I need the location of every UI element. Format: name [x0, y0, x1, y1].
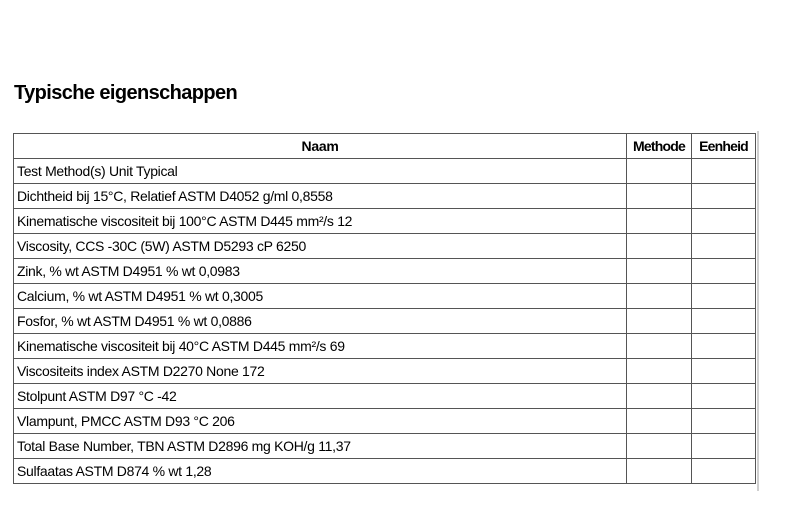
row-unit-cell [692, 359, 756, 384]
table-right-shadow [757, 131, 759, 491]
row-unit-cell [692, 334, 756, 359]
row-method-cell [627, 459, 692, 484]
row-unit-cell [692, 409, 756, 434]
row-name-cell: Kinematische viscositeit bij 40°C ASTM D445 mm²/s 69 [14, 334, 627, 359]
table-row [14, 209, 756, 234]
row-method-cell [627, 184, 692, 209]
table-row [14, 334, 756, 359]
row-method-cell [627, 209, 692, 234]
row-name-cell: Calcium, % wt ASTM D4951 % wt 0,3005 [14, 284, 627, 309]
row-method-cell [627, 359, 692, 384]
table-row [14, 459, 756, 484]
row-name-cell: Vlampunt, PMCC ASTM D93 °C 206 [14, 409, 627, 434]
row-name-cell: Sulfaatas ASTM D874 % wt 1,28 [14, 459, 627, 484]
row-method-cell [627, 409, 692, 434]
row-method-cell [627, 309, 692, 334]
row-unit-cell [692, 209, 756, 234]
table-row [14, 159, 756, 184]
table-row [14, 309, 756, 334]
table-row [14, 384, 756, 409]
row-unit-cell [692, 384, 756, 409]
row-name-cell: Kinematische viscositeit bij 100°C ASTM D445 mm²/s 12 [14, 209, 627, 234]
row-name-cell: Total Base Number, TBN ASTM D2896 mg KOH/g 11,37 [14, 434, 627, 459]
row-unit-cell [692, 184, 756, 209]
row-name-cell: Fosfor, % wt ASTM D4951 % wt 0,0886 [14, 309, 627, 334]
row-unit-cell [692, 434, 756, 459]
properties-table [13, 133, 756, 484]
column-header-method: Methode [627, 134, 692, 159]
row-unit-cell [692, 284, 756, 309]
table-row [14, 359, 756, 384]
table-row [14, 259, 756, 284]
row-name-cell: Dichtheid bij 15°C, Relatief ASTM D4052 g/ml 0,8558 [14, 184, 627, 209]
row-method-cell [627, 259, 692, 284]
table-row [14, 284, 756, 309]
row-name-cell: Zink, % wt ASTM D4951 % wt 0,0983 [14, 259, 627, 284]
table-row [14, 184, 756, 209]
row-unit-cell [692, 234, 756, 259]
row-method-cell [627, 384, 692, 409]
table-row [14, 409, 756, 434]
table-row [14, 434, 756, 459]
row-unit-cell [692, 459, 756, 484]
column-header-name: Naam [14, 134, 627, 159]
row-method-cell [627, 159, 692, 184]
row-unit-cell [692, 309, 756, 334]
table-row [14, 234, 756, 259]
row-name-cell: Stolpunt ASTM D97 °C -42 [14, 384, 627, 409]
page-heading: Typische eigenschappen [14, 82, 238, 104]
row-method-cell [627, 434, 692, 459]
row-method-cell [627, 234, 692, 259]
row-method-cell [627, 334, 692, 359]
table-header-row [14, 134, 756, 159]
row-unit-cell [692, 259, 756, 284]
row-method-cell [627, 284, 692, 309]
row-unit-cell [692, 159, 756, 184]
row-name-cell: Viscosity, CCS -30C (5W) ASTM D5293 cP 6250 [14, 234, 627, 259]
column-header-unit: Eenheid [692, 134, 756, 159]
row-name-cell: Viscositeits index ASTM D2270 None 172 [14, 359, 627, 384]
row-name-cell: Test Method(s) Unit Typical [14, 159, 627, 184]
